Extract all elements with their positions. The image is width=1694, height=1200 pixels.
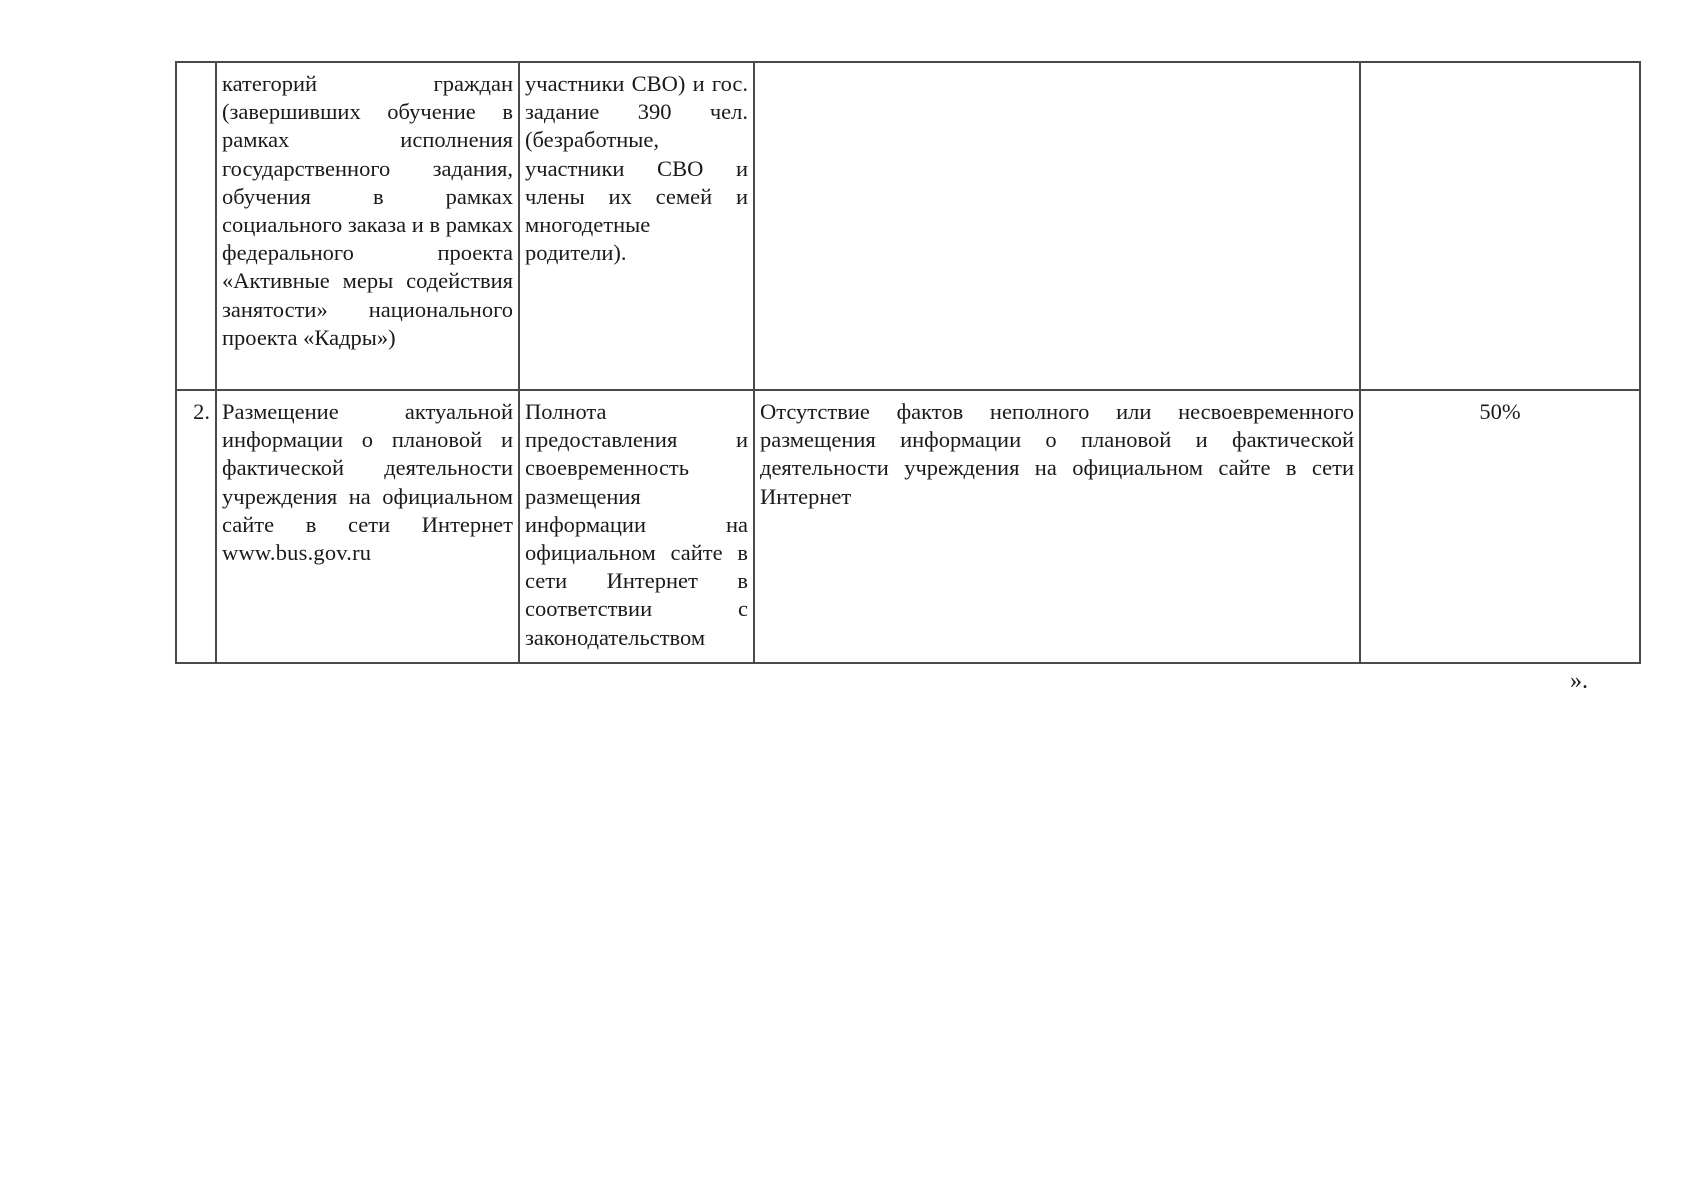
indicator-name-cell	[216, 390, 519, 663]
website-url: www.bus.gov.ru	[222, 540, 372, 566]
row-number-cell: 2.	[176, 390, 216, 663]
criterion-cell	[754, 62, 1360, 390]
indicator-value-cell: Полнота предоставления и своевременность размещения информации на официальном сайте в сети Интернет в соответствии с законодательством	[519, 390, 754, 663]
indicator-value-cell: участники СВО) и гос. задание 390 чел. (безработные, участники СВО и члены их семей и многодетные родители).	[519, 62, 754, 390]
criterion-cell: Отсутствие фактов неполного или несвоевременного размещения информации о плановой и фактической деятельности учреждения на официальном сайте в сети Интернет	[754, 390, 1360, 663]
closing-quote-mark: ».	[1570, 668, 1588, 694]
percent-cell: 50%	[1360, 390, 1640, 663]
indicator-name-cell: категорий граждан (завершивших обучение в рамках исполнения государственного задания, обучения в рамках социального заказа и в рамках федерального проекта «Активные меры содействия занятости» национального проекта «Кадры»)	[216, 62, 519, 390]
table-row	[176, 390, 1640, 663]
table-row	[176, 62, 1640, 390]
row-number-cell	[176, 62, 216, 390]
percent-cell	[1360, 62, 1640, 390]
document-table	[175, 61, 1641, 664]
indicator-name-text: Размещение актуальной информации о плановой и фактической деятельности учреждения на официальном сайте в сети Интернет	[222, 399, 513, 537]
